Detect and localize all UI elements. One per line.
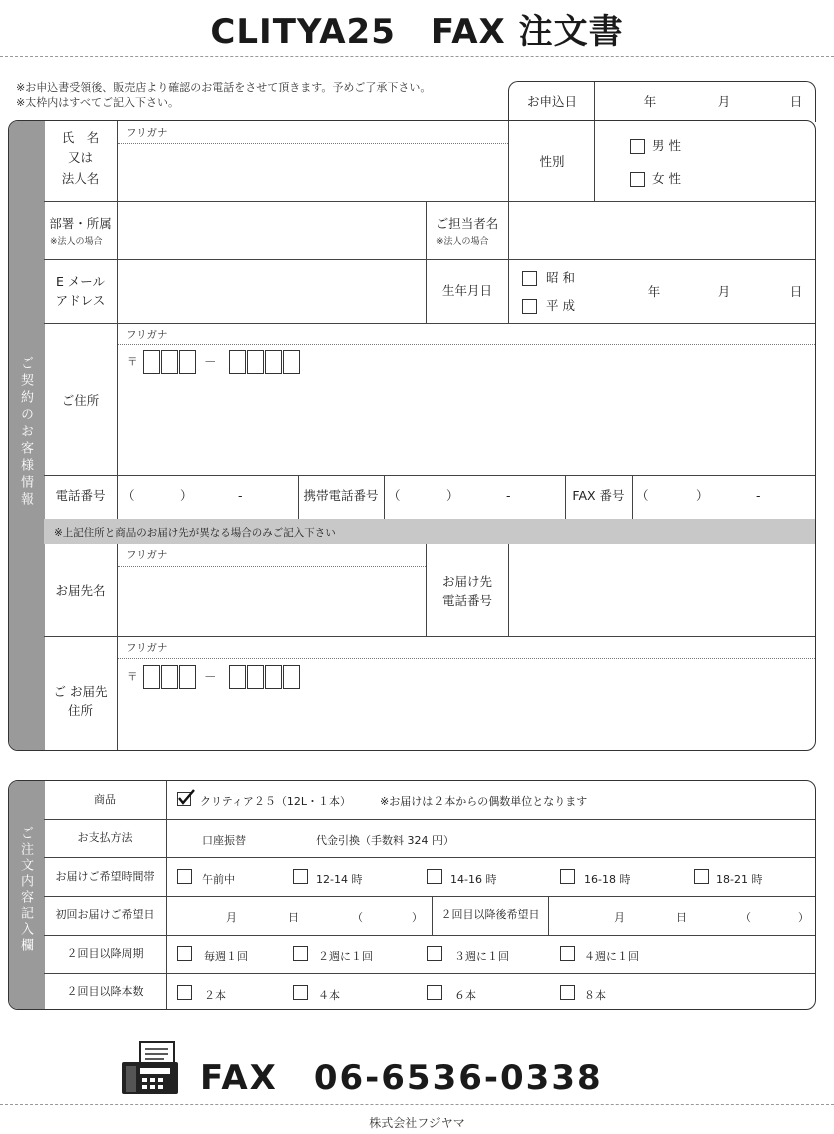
postal-box-3[interactable] — [179, 350, 196, 374]
second-day: 日 — [676, 911, 687, 924]
cycle-checkbox-4[interactable] — [560, 946, 575, 961]
order-frame — [8, 780, 816, 1010]
dest-addr-label-1: ご お届先 — [53, 684, 108, 699]
female-checkbox[interactable] — [630, 172, 645, 187]
cycle-opt-1: 毎週１回 — [204, 950, 248, 963]
second-date-input[interactable] — [549, 897, 815, 934]
dest-postal-box-6[interactable] — [265, 665, 282, 689]
email-input[interactable] — [118, 260, 426, 322]
phone-paren-open: （ — [122, 488, 135, 503]
count-label: ２回目以降本数 — [66, 985, 144, 998]
page-title: CLITYA25 FAX 注文書 — [210, 12, 624, 52]
apply-month: 月 — [717, 94, 731, 109]
birth-year: 年 — [647, 284, 661, 299]
apply-day: 日 — [789, 94, 803, 109]
name-input[interactable] — [118, 144, 508, 200]
female-label: 女 性 — [652, 171, 681, 186]
postal-box-4[interactable] — [229, 350, 246, 374]
birth-day: 日 — [789, 284, 803, 299]
time-opt-5: 18-21 時 — [716, 873, 763, 886]
order-section-label: ご注文内容記入欄 — [18, 826, 33, 954]
dest-furigana-label: フリガナ — [126, 549, 168, 561]
second-month: 月 — [614, 911, 625, 924]
time-checkbox-4[interactable] — [560, 869, 575, 884]
address-label: ご住所 — [61, 393, 100, 408]
fax-label: FAX 番号 — [572, 488, 625, 503]
second-paren-close: ） — [798, 911, 809, 924]
dest-postal-mark: 〒 — [127, 671, 138, 683]
name-label-1: 氏 名 — [61, 130, 100, 145]
dest-name-label: お届先名 — [55, 583, 106, 598]
name-label-3: 法人名 — [61, 171, 100, 186]
count-opt-3: ６本 — [454, 989, 476, 1002]
postal-box-2[interactable] — [161, 350, 178, 374]
footer-divider — [0, 1104, 834, 1105]
address-input[interactable] — [118, 380, 815, 474]
time-opt-2: 12-14 時 — [316, 873, 363, 886]
title-divider — [0, 56, 834, 57]
time-opt-1: 午前中 — [202, 873, 235, 886]
showa-label: 昭 和 — [546, 270, 575, 285]
second-date-label: ２回目以降後希望日 — [440, 908, 540, 921]
heisei-checkbox[interactable] — [522, 299, 537, 314]
count-checkbox-1[interactable] — [177, 985, 192, 1000]
birth-month: 月 — [717, 284, 731, 299]
time-opt-3: 14-16 時 — [450, 873, 497, 886]
second-paren-open: （ — [740, 911, 751, 924]
time-checkbox-1[interactable] — [177, 869, 192, 884]
time-checkbox-5[interactable] — [694, 869, 709, 884]
product-note: ※お届けは２本からの偶数単位となります — [380, 795, 588, 808]
time-opt-4: 16-18 時 — [584, 873, 631, 886]
apply-date-label: お申込日 — [526, 94, 577, 109]
dest-addr-input[interactable] — [118, 694, 815, 749]
dest-postal-box-1[interactable] — [143, 665, 160, 689]
dest-postal-box-5[interactable] — [247, 665, 264, 689]
heisei-label: 平 成 — [546, 298, 575, 313]
cycle-opt-4: ４週に１回 — [584, 950, 639, 963]
postal-dash: － — [204, 354, 217, 369]
dest-postal-box-4[interactable] — [229, 665, 246, 689]
address-furigana-label: フリガナ — [126, 329, 168, 341]
payment-label: お支払方法 — [77, 831, 133, 844]
dest-addr-furigana-label: フリガナ — [126, 642, 168, 654]
first-date-label: 初回お届けご希望日 — [55, 908, 155, 921]
cycle-label: ２回目以降周期 — [66, 947, 144, 960]
note-1: ※お申込書受領後、販売店より確認のお電話をさせて頂きます。予めご了承下さい。 — [16, 81, 432, 94]
name-label-2: 又は — [67, 150, 93, 165]
mobile-hyphen: - — [506, 488, 511, 503]
email-label-2: アドレス — [55, 293, 106, 308]
payment-opt2[interactable]: 代金引換（手数料 324 円） — [316, 834, 454, 847]
dest-addr-label-2: 住所 — [67, 703, 93, 718]
male-label: 男 性 — [652, 138, 681, 153]
gender-label: 性別 — [539, 154, 565, 169]
person-label: ご担当者名 — [435, 216, 499, 231]
dest-phone-input[interactable] — [509, 544, 815, 635]
first-paren-close: ） — [412, 911, 423, 924]
cycle-opt-3: ３週に１回 — [454, 950, 509, 963]
time-label: お届けご希望時間帯 — [55, 870, 155, 883]
postal-box-6[interactable] — [265, 350, 282, 374]
person-input[interactable] — [509, 202, 815, 258]
fax-paren-close: ） — [696, 488, 709, 503]
phone-paren-close: ） — [180, 488, 193, 503]
dest-postal-box-7[interactable] — [283, 665, 300, 689]
fax-machine-icon — [120, 1040, 180, 1096]
first-paren-open: （ — [352, 911, 363, 924]
dest-postal-dash: － — [204, 669, 217, 684]
dept-input[interactable] — [118, 202, 426, 258]
fax-hyphen: - — [756, 488, 761, 503]
dept-label: 部署・所属 — [49, 216, 112, 231]
postal-mark: 〒 — [127, 356, 138, 368]
dept-note: ※法人の場合 — [50, 237, 103, 247]
mobile-input[interactable] — [385, 476, 565, 518]
cycle-checkbox-2[interactable] — [293, 946, 308, 961]
dest-postal-box-3[interactable] — [179, 665, 196, 689]
count-checkbox-3[interactable] — [427, 985, 442, 1000]
apply-year: 年 — [643, 94, 657, 109]
time-checkbox-2[interactable] — [293, 869, 308, 884]
postal-box-1[interactable] — [143, 350, 160, 374]
note-2: ※太枠内はすべてご記入下さい。 — [16, 96, 179, 109]
product-value: クリティア２５（12L・１本） — [200, 795, 352, 808]
dest-phone-label-2: 電話番号 — [441, 593, 492, 608]
phone-input[interactable] — [118, 476, 298, 518]
product-checked-icon[interactable] — [177, 789, 195, 807]
fax-number: FAX 06-6536-0338 — [200, 1058, 603, 1098]
count-opt-4: ８本 — [584, 989, 606, 1002]
count-opt-1: ２本 — [204, 989, 226, 1002]
delivery-note: ※上記住所と商品のお届け先が異なる場合のみご記入下さい — [54, 527, 336, 539]
dest-postal-box-2[interactable] — [161, 665, 178, 689]
product-label: 商品 — [94, 793, 116, 806]
showa-checkbox[interactable] — [522, 271, 537, 286]
contract-section-label: ご契約のお客様情報 — [18, 356, 33, 509]
postal-box-5[interactable] — [247, 350, 264, 374]
mobile-label: 携帯電話番号 — [303, 488, 379, 503]
postal-box-7[interactable] — [283, 350, 300, 374]
name-furigana-label: フリガナ — [126, 127, 168, 139]
dest-name-input[interactable] — [118, 567, 426, 635]
company-name: 株式会社フジヤマ — [369, 1116, 465, 1130]
cycle-checkbox-1[interactable] — [177, 946, 192, 961]
fax-input[interactable] — [633, 476, 815, 518]
count-checkbox-4[interactable] — [560, 985, 575, 1000]
mobile-paren-open: （ — [388, 488, 401, 503]
person-note: ※法人の場合 — [436, 237, 489, 247]
time-checkbox-3[interactable] — [427, 869, 442, 884]
phone-label: 電話番号 — [55, 488, 106, 503]
fax-paren-open: （ — [636, 488, 649, 503]
email-label-1: E メール — [55, 274, 106, 289]
cycle-checkbox-3[interactable] — [427, 946, 442, 961]
male-checkbox[interactable] — [630, 139, 645, 154]
payment-opt1[interactable]: 口座振替 — [202, 834, 246, 847]
birth-label: 生年月日 — [441, 283, 492, 298]
count-checkbox-2[interactable] — [293, 985, 308, 1000]
dest-phone-label-1: お届け先 — [441, 574, 492, 589]
count-opt-2: ４本 — [318, 989, 340, 1002]
first-date-input[interactable] — [167, 897, 432, 934]
first-month: 月 — [226, 911, 237, 924]
phone-hyphen: - — [238, 488, 243, 503]
first-day: 日 — [288, 911, 299, 924]
mobile-paren-close: ） — [446, 488, 459, 503]
cycle-opt-2: ２週に１回 — [318, 950, 373, 963]
